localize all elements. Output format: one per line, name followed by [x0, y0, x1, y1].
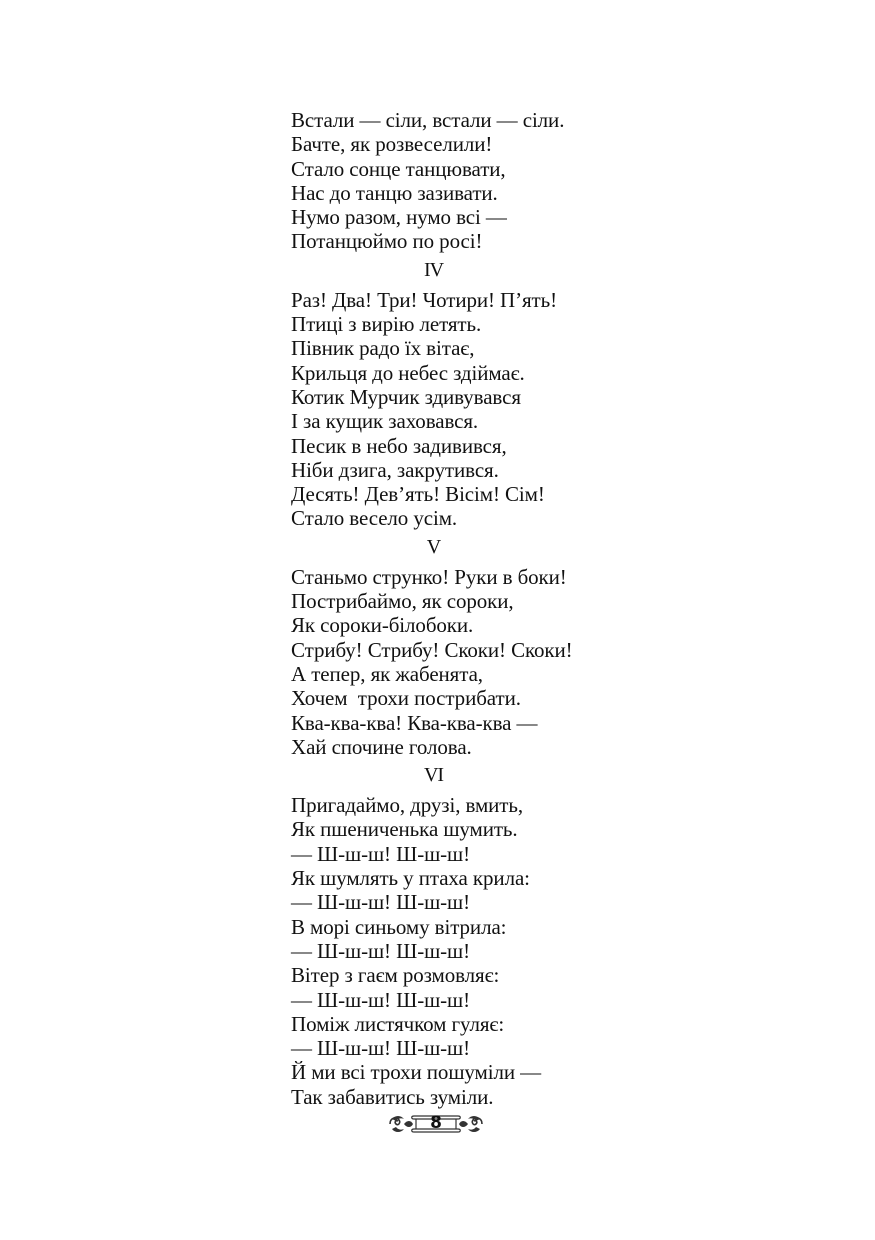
poem-line: Ніби дзига, закрутився. [291, 457, 499, 482]
poem-line: Як шумлять у птаха крила: [291, 866, 530, 891]
poem-line: — Ш-ш-ш! Ш-ш-ш! [291, 987, 471, 1012]
poem-line: — Ш-ш-ш! Ш-ш-ш! [291, 841, 471, 866]
section-numeral-5: V [426, 535, 441, 558]
poem-line: Півник радо їх вітає, [291, 336, 475, 361]
poem [291, 108, 631, 1109]
poem-line: Стрибу! Стрибу! Скоки! Скоки! [291, 637, 573, 662]
poem-line: Котик Мурчик здивувався [291, 384, 521, 409]
poem-line: А тепер, як жабенята, [291, 661, 483, 686]
poem-line: Стало весело усім. [291, 506, 458, 531]
poem-line: Ква-ква-ква! Ква-ква-ква — [291, 710, 538, 735]
stanza-section-5 [291, 565, 631, 759]
page-footer [386, 1110, 486, 1138]
poem-line: Поміж листячком гуляє: [291, 1011, 505, 1036]
stanza-section-4 [291, 288, 631, 531]
poem-line: І за кущик заховався. [291, 409, 479, 434]
poem-line: Птиці з вирію летять. [291, 312, 482, 337]
page-number: 8 [430, 1113, 442, 1133]
poem-line: Нумо разом, нумо всі — [291, 205, 507, 230]
poem-line: Пригадаймо, друзі, вмить, [291, 793, 523, 818]
poem-line: — Ш-ш-ш! Ш-ш-ш! [291, 938, 471, 963]
poem-line: Десять! Дев’ять! Вісім! Сім! [291, 482, 545, 507]
poem-line: Крильця до небес здіймає. [291, 360, 525, 385]
poem-line: Вітер з гаєм розмовляє: [291, 963, 500, 988]
poem-line: Нас до танцю зазивати. [291, 180, 498, 205]
stanza-intro [291, 108, 631, 254]
poem-line: В морі синьому вітрила: [291, 914, 507, 939]
poem-line: Встали — сіли, встали — сіли. [291, 108, 565, 132]
poem-line: Хочем трохи пострибати. [291, 686, 521, 711]
poem-line: Як пшениченька шумить. [291, 817, 518, 842]
poem-line: Стало сонце танцювати, [291, 156, 506, 181]
poem-line: Песик в небо задивився, [291, 433, 507, 458]
section-numeral-4: IV [423, 258, 444, 281]
poem-line: Хай спочине голова. [291, 734, 472, 759]
poem-line: Й ми всі трохи пошуміли — [291, 1060, 542, 1085]
poem-line: Потанцюймо по росі! [291, 229, 483, 254]
poem-line: Раз! Два! Три! Чотири! П’ять! [291, 287, 558, 312]
poem-line: Пострибаймо, як сороки, [291, 589, 514, 614]
poem-line: — Ш-ш-ш! Ш-ш-ш! [291, 1036, 471, 1061]
poem-line: Станьмо струнко! Руки в боки! [291, 564, 567, 589]
stanza-section-6 [291, 793, 631, 1109]
poem-line: Як сороки-білобоки. [291, 613, 474, 638]
poem-line: — Ш-ш-ш! Ш-ш-ш! [291, 890, 471, 915]
poem-line: Бачте, як розвеселили! [291, 132, 493, 157]
poem-line: Так забавитись зуміли. [291, 1084, 494, 1109]
section-numeral-6: VI [423, 764, 444, 787]
